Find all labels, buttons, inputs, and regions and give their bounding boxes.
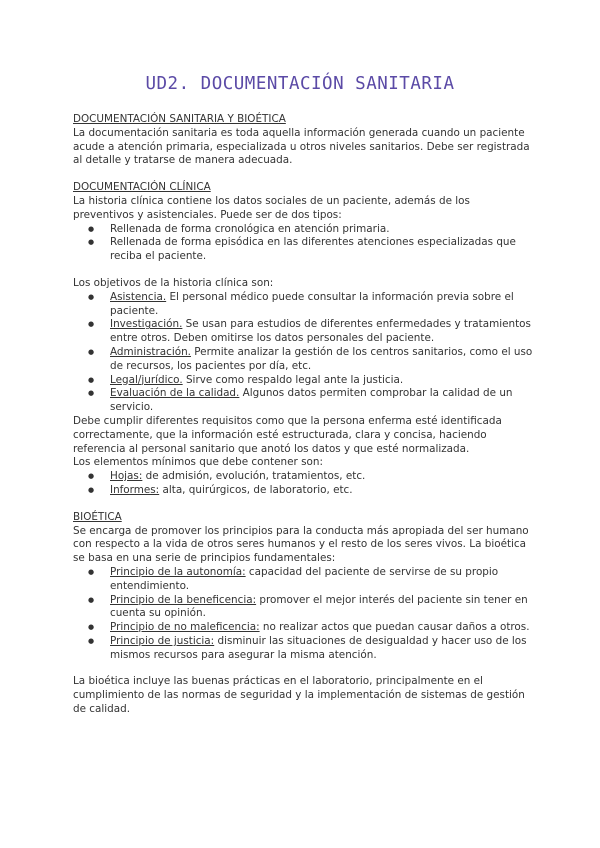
minimum-intro: Los elementos mínimos que debe contener son:: [73, 456, 323, 469]
list-item-term: Administración.: [110, 345, 191, 358]
list-item: [73, 374, 533, 388]
list-item: [73, 594, 533, 622]
list-item-term: Investigación.: [110, 318, 183, 331]
list-item-term: Informes:: [110, 483, 160, 496]
list-item-text: promover el mejor interés del paciente sin tener en cuenta su opinión.: [110, 593, 528, 620]
list-item: [73, 291, 533, 319]
section-paragraph: La documentación sanitaria es toda aquella información generada cuando un paciente acude a atención primaria, especializada u otros niveles sanitarios. Debe ser registrada al detalle y tratarse de manera adecuada.: [73, 126, 530, 167]
minimum-elements-list: [73, 470, 533, 498]
requirements-paragraph: Debe cumplir diferentes requisitos como que la persona enferma esté identificada correctamente, que la información esté estructurada, clara y concisa, haciendo referencia al personal sanitario que anotó los datos y que esté normalizada.: [73, 414, 502, 455]
section-paragraph: Se encarga de promover los principios para la conducta más apropiada del ser humano con respecto a la vida de otros seres humanos y el resto de los seres vivos. La bioética se basa en una serie de principios fundamentales:: [73, 524, 529, 565]
list-item-term: Principio de no maleficencia:: [110, 621, 260, 634]
list-item-text: Permite analizar la gestión de los centros sanitarios, como el uso de recursos, los pacientes por día, etc.: [110, 345, 533, 372]
section-heading-documentacion-sanitaria: DOCUMENTACIÓN SANITARIA Y BIOÉTICA: [73, 113, 286, 125]
principles-list: [73, 566, 533, 663]
document-body: [73, 113, 533, 717]
list-item-term: Principio de la autonomía:: [110, 565, 246, 578]
list-item-text: Se usan para estudios de diferentes enfermedades y tratamientos entre otros. Deben omitirse los datos personales del paciente.: [110, 318, 531, 345]
list-item-term: Principio de justicia:: [110, 634, 215, 647]
list-item: [73, 484, 533, 498]
objectives-intro: Los objetivos de la historia clínica son:: [73, 276, 274, 289]
list-item-text: Sirve como respaldo legal ante la justicia.: [182, 373, 404, 386]
list-item-term: Principio de la beneficencia:: [110, 593, 257, 606]
list-item: [73, 318, 533, 346]
list-item: [73, 621, 533, 635]
list-item: [73, 566, 533, 594]
page-title: UD2. DOCUMENTACIÓN SANITARIA: [145, 74, 455, 94]
list-item-text: Algunos datos permiten comprobar la calidad de un servicio.: [110, 387, 513, 414]
list-item-text: de admisión, evolución, tratamientos, etc.: [142, 470, 366, 483]
list-item-term: Legal/jurídico.: [110, 373, 183, 386]
list-item-text: alta, quirúrgicos, de laboratorio, etc.: [159, 483, 353, 496]
list-item: [73, 387, 533, 415]
list-item-term: Hojas:: [110, 470, 143, 483]
section-heading-bioetica: BIOÉTICA: [73, 510, 122, 523]
closing-paragraph: La bioética incluye las buenas prácticas en el laboratorio, principalmente en el cumplimiento de las normas de seguridad y la implementación de sistemas de gestión de calidad.: [73, 675, 525, 716]
list-item-text: no realizar actos que puedan causar daños a otros.: [259, 621, 530, 634]
list-item: [73, 470, 533, 484]
history-types-list: [73, 223, 533, 264]
list-item: ● Rellenada de forma cronológica en atención primaria.: [73, 223, 533, 237]
list-item: ● Rellenada de forma episódica en las diferentes atenciones especializadas que reciba el paciente.: [73, 236, 533, 264]
list-item: [73, 635, 533, 663]
list-item-text: El personal médico puede consultar la información previa sobre el paciente.: [110, 290, 514, 317]
list-item-text: capacidad del paciente de servirse de su propio entendimiento.: [110, 565, 499, 592]
list-item-term: Evaluación de la calidad.: [110, 387, 240, 400]
section-heading-documentacion-clinica: DOCUMENTACIÓN CLÍNICA: [73, 181, 211, 194]
list-item: [73, 346, 533, 374]
section-paragraph: La historia clínica contiene los datos sociales de un paciente, además de los preventivos y asistenciales. Puede ser de dos tipos:: [73, 194, 470, 221]
list-item-text: disminuir las situaciones de desigualdad y hacer uso de los mismos recursos para asegurar la misma atención.: [110, 634, 527, 661]
objectives-list: [73, 291, 533, 415]
list-item-term: Asistencia.: [110, 290, 167, 303]
